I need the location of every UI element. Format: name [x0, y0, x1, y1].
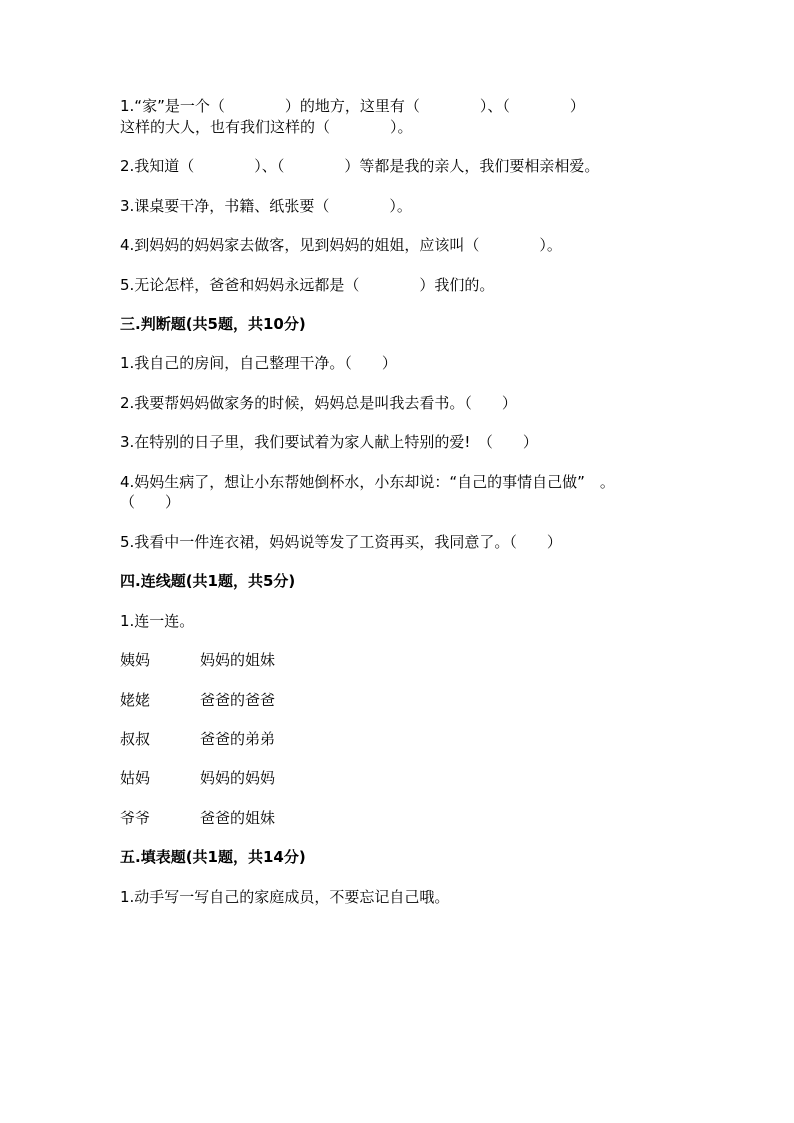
match-right-item: 妈妈的妈妈 — [200, 769, 276, 787]
match-right-item: 爸爸的姐妹 — [200, 809, 276, 827]
table-section-title: 五.填表题(共1题，共14分) — [120, 848, 306, 866]
judge-question-1: 1.我自己的房间，自己整理干净。（ ） — [120, 354, 397, 372]
fill-question-4: 4.到妈妈的妈妈家去做客，见到妈妈的姐姐，应该叫（ ）。 — [120, 236, 562, 254]
judge-question-4-line-2: （ ） — [120, 493, 181, 511]
judge-question-2: 2.我要帮妈妈做家务的时候，妈妈总是叫我去看书。（ ） — [120, 394, 517, 412]
fill-question-1-line-1: 1.“家”是一个（ ）的地方，这里有（ ）、（ ） — [120, 97, 585, 115]
match-left-item: 姨妈 — [120, 651, 151, 669]
table-question-1: 1.动手写一写自己的家庭成员，不要忘记自己哦。 — [120, 888, 450, 906]
match-right-item: 妈妈的姐妹 — [200, 651, 276, 669]
match-left-item: 叔叔 — [120, 730, 151, 748]
match-right-item: 爸爸的爸爸 — [200, 691, 276, 709]
match-left-item: 爷爷 — [120, 809, 151, 827]
fill-question-3: 3.课桌要干净，书籍、纸张要（ ）。 — [120, 197, 412, 215]
match-section-title: 四.连线题(共1题，共5分) — [120, 572, 296, 590]
judge-section-title: 三.判断题(共5题，共10分) — [120, 315, 306, 333]
fill-question-2: 2.我知道（ ）、（ ）等都是我的亲人，我们要相亲相爱。 — [120, 157, 600, 175]
match-left-item: 姥姥 — [120, 691, 151, 709]
match-left-item: 姑妈 — [120, 769, 151, 787]
fill-question-5: 5.无论怎样，爸爸和妈妈永远都是（ ）我们的。 — [120, 276, 495, 294]
fill-question-1-line-2: 这样的大人，也有我们这样的（ ）。 — [120, 118, 413, 136]
judge-question-4-line-1: 4.妈妈生病了，想让小东帮她倒杯水，小东却说：“自己的事情自己做” 。 — [120, 473, 615, 491]
judge-question-5: 5.我看中一件连衣裙，妈妈说等发了工资再买，我同意了。（ ） — [120, 533, 562, 551]
match-right-item: 爸爸的弟弟 — [200, 730, 276, 748]
judge-question-3: 3.在特别的日子里，我们要试着为家人献上特别的爱! （ ） — [120, 433, 538, 451]
match-question-1: 1.连一连。 — [120, 612, 195, 630]
